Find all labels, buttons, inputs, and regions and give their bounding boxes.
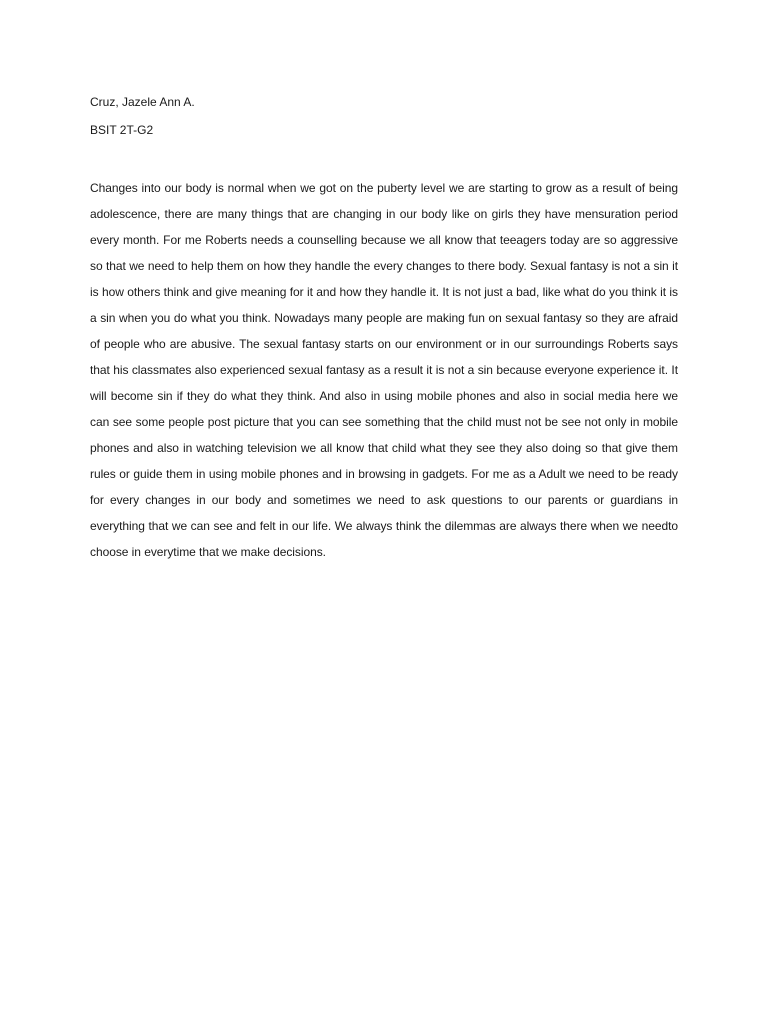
author-name: Cruz, Jazele Ann A.: [90, 95, 195, 109]
class-section: BSIT 2T-G2: [90, 123, 154, 137]
document-content: [90, 92, 678, 565]
essay-paragraph: Changes into our body is normal when we got on the puberty level we are starting to grow as a result of being adolescence, there are many things that are changing in our body like on girls they have mensuration period every month. For me Roberts needs a counselling because we all know that teeagers today are so aggressive so that we need to help them on how they handle the every changes to there body. Sexual fantasy is not a sin it is how others think and give meaning for it and how they handle it. It is not just a bad, like what do you think it is a sin when you do what you think. Nowadays many people are making fun on sexual fantasy so they are afraid of people who are abusive. The sexual fantasy starts on our environment or in our surroundings Roberts says that his classmates also experienced sexual fantasy as a result it is not a sin because everyone experience it. It will become sin if they do what they think. And also in using mobile phones and also in social media here we can see some people post picture that you can see something that the child must not be see not only in mobile phones and also in watching television we all know that child what they see they also doing so that give them rules or guide them in using mobile phones and in browsing in gadgets. For me as a Adult we need to be ready for every changes in our body and sometimes we need to ask questions to our parents or guardians in everything that we can see and felt in our life. We always think the dilemmas are always there when we needto choose in everytime that we make decisions.: [90, 181, 678, 559]
